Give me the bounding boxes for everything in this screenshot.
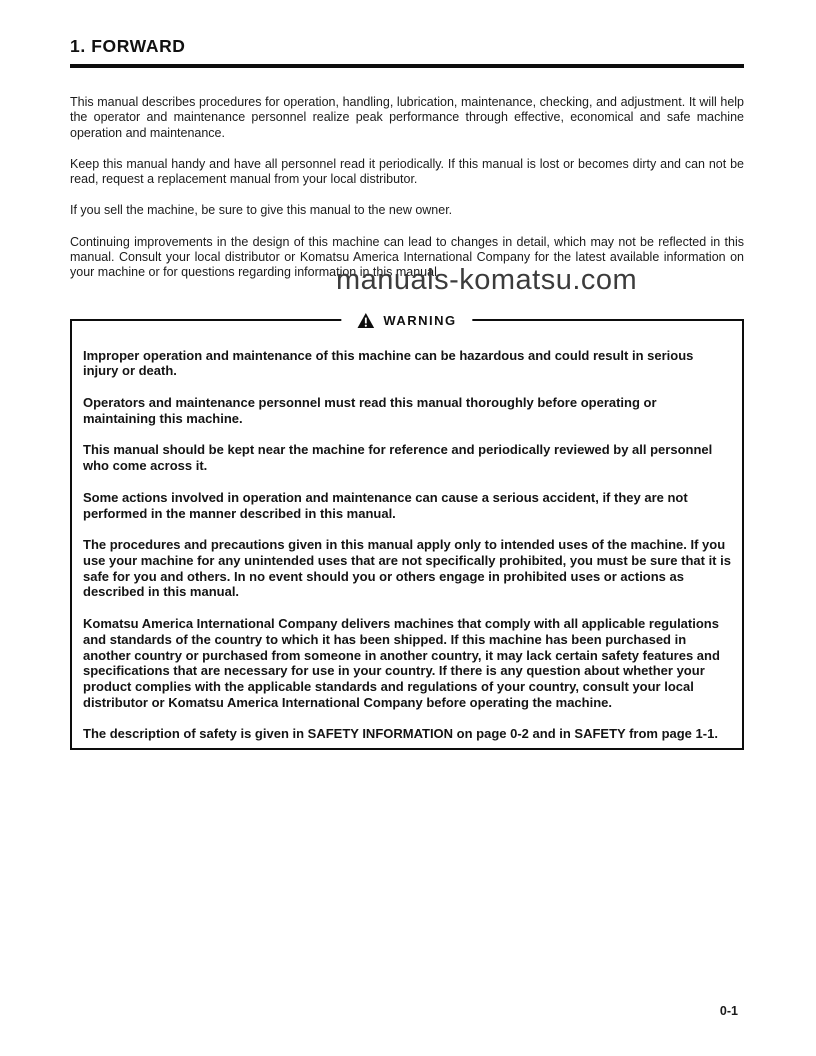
- warning-paragraph-1: Improper operation and maintenance of this machine can be hazardous and could result in serious injury or death.: [83, 347, 694, 379]
- warning-label-text: WARNING: [383, 312, 457, 328]
- intro-section: [70, 95, 744, 281]
- intro-paragraph-3: If you sell the machine, be sure to give this manual to the new owner.: [70, 203, 453, 218]
- intro-paragraph-1: This manual describes procedures for operation, handling, lubrication, maintenance, checking, and adjustment. It will help the operator and maintenance personnel realize peak performance through effective, economical and safe machine operation and maintenance.: [70, 95, 744, 140]
- warning-paragraph-5: The procedures and precautions given in this manual apply only to intended uses of the machine. If you use your machine for any unintended uses that are not specifically prohibited, you must be sure that it is safe for you and others. In no event should you or others engage in prohibited uses or actions as described in this manual.: [83, 537, 731, 600]
- page-content: [70, 36, 744, 750]
- watermark-text: manuals-komatsu.com: [336, 264, 638, 296]
- page-number: 0-1: [719, 1004, 738, 1018]
- page-title: 1. FORWARD: [70, 36, 744, 68]
- intro-paragraph-4: Continuing improvements in the design of this machine can lead to changes in detail, which may not be reflected in this manual. Consult your local distributor or Komatsu America International Company for the latest available information on your machine or for questions regarding information in this manual.: [70, 234, 744, 280]
- warning-triangle-icon: [357, 313, 374, 328]
- warning-paragraph-2: Operators and maintenance personnel must read this manual thoroughly before operating or maintaining this machine.: [83, 395, 657, 426]
- warning-paragraph-6: Komatsu America International Company delivers machines that comply with all applicable regulations and standards of the country to which it has been shipped. If this machine has been purchased in another country or purchased from someone in another country, it may lack certain safety features and specifications that are necessary for use in your country. If there is any question about whether your product complies with the applicable standards and regulations of your country, consult your local distributor or Komatsu America International Company before operating the machine.: [83, 616, 720, 710]
- warning-label: [341, 311, 472, 330]
- warning-paragraph-3: This manual should be kept near the machine for reference and periodically reviewed by all personnel who come across it.: [83, 442, 713, 474]
- warning-paragraph-7: The description of safety is given in SAFETY INFORMATION on page 0-2 and in SAFETY from page 1-1.: [83, 726, 718, 742]
- intro-paragraph-2: Keep this manual handy and have all personnel read it periodically. If this manual is lost or becomes dirty and can not be read, request a replacement manual from your local distributor.: [70, 156, 744, 187]
- warning-paragraph-4: Some actions involved in operation and maintenance can cause a serious accident, if they are not performed in the manner described in this manual.: [83, 489, 688, 521]
- warning-box: [70, 312, 744, 750]
